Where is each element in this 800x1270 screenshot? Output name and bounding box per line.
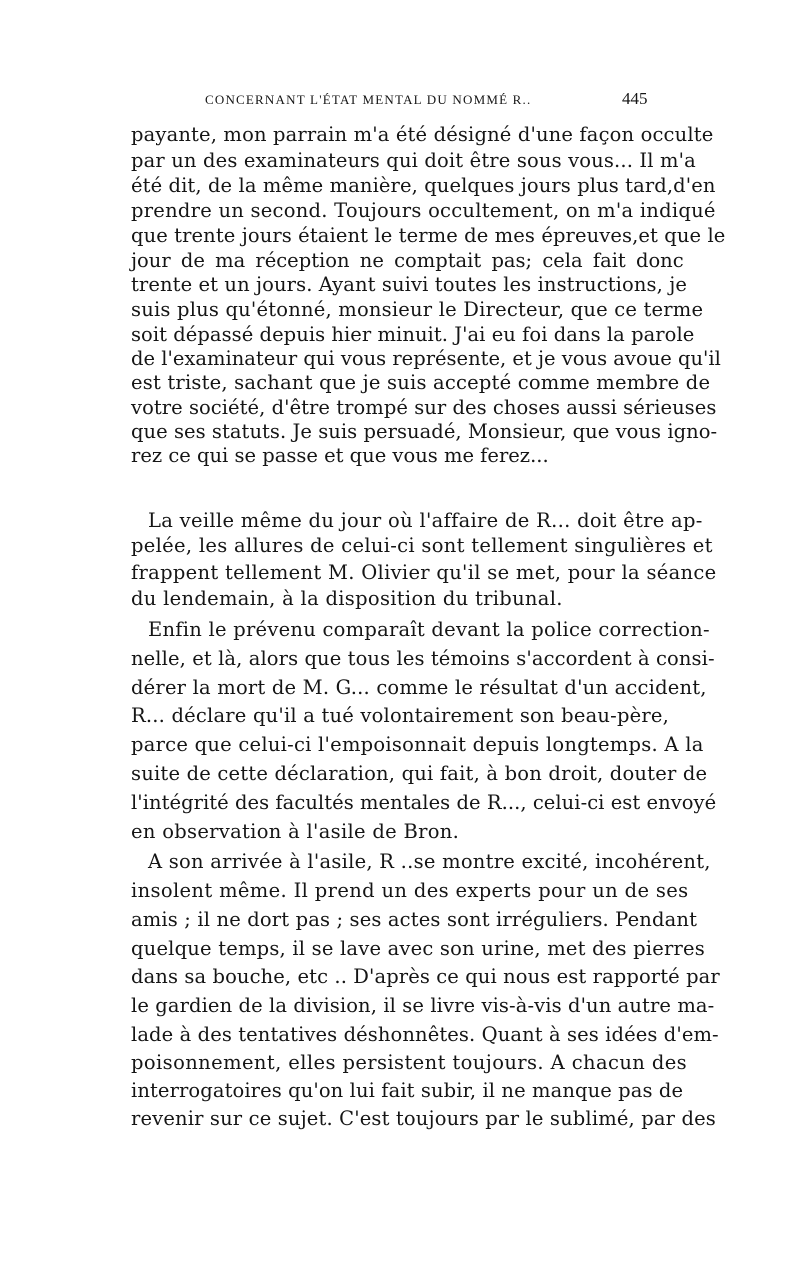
text-line: A son arrivée à l'asile, R ..se montre excité, incohérent, — [148, 850, 711, 873]
text-line: nelle, et là, alors que tous les témoins s'accordent à consi- — [131, 647, 715, 670]
text-line: dérer la mort de M. G... comme le résultat d'un accident, — [131, 676, 707, 699]
text-line: en observation à l'asile de Bron. — [131, 820, 460, 843]
text-line: votre société, d'être trompé sur des choses aussi sérieuses — [131, 396, 717, 419]
text-line: trente et un jours. Ayant suivi toutes les instructions, je — [131, 273, 687, 296]
text-line: suis plus qu'étonné, monsieur le Directeur, que ce terme — [131, 298, 704, 321]
text-line: est triste, sachant que je suis accepté comme membre de — [131, 371, 711, 394]
text-line: du lendemain, à la disposition du tribunal. — [131, 587, 563, 610]
text-line: que trente jours étaient le terme de mes épreuves,et que le — [131, 224, 726, 247]
text-line: poisonnement, elles persistent toujours. A chacun des — [131, 1051, 688, 1074]
text-line: interrogatoires qu'on lui fait subir, il ne manque pas de — [131, 1079, 684, 1102]
text-line: suite de cette déclaration, qui fait, à bon droit, douter de — [131, 762, 708, 785]
text-line: soit dépassé depuis hier minuit. J'ai eu foi dans la parole — [131, 323, 695, 346]
text-line: Enfin le prévenu comparaît devant la police correction- — [148, 618, 710, 641]
text-line: été dit, de la même manière, quelques jours plus tard,d'en — [131, 174, 716, 197]
text-line: amis ; il ne dort pas ; ses actes sont irréguliers. Pendant — [131, 908, 698, 931]
page-number: 445 — [622, 89, 648, 108]
text-line: que ses statuts. Je suis persuadé, Monsieur, que vous igno- — [131, 420, 718, 443]
text-line: insolent même. Il prend un des experts pour un de ses — [131, 879, 689, 902]
text-line: l'intégrité des facultés mentales de R..., celui-ci est envoyé — [131, 791, 717, 814]
running-title: CONCERNANT L'ÉTAT MENTAL DU NOMMÉ R.. — [205, 92, 532, 107]
text-line: dans sa bouche, etc .. D'après ce qui nous est rapporté par — [131, 965, 720, 988]
text-line: payante, mon parrain m'a été désigné d'une façon occulte — [131, 123, 714, 146]
text-line: R... déclare qu'il a tué volontairement son beau-père, — [131, 704, 670, 727]
text-line: quelque temps, il se lave avec son urine, met des pierres — [131, 937, 705, 960]
text-line: par un des examinateurs qui doit être sous vous... Il m'a — [131, 149, 696, 172]
text-line: jour de ma réception ne comptait pas; cela fait donc — [131, 249, 684, 272]
text-line: La veille même du jour où l'affaire de R... doit être ap- — [148, 509, 703, 532]
text-line: revenir sur ce sujet. C'est toujours par le sublimé, par des — [131, 1107, 716, 1130]
text-line: pelée, les allures de celui-ci sont tellement singulières et — [131, 534, 713, 557]
text-line: le gardien de la division, il se livre vis-à-vis d'un autre ma- — [131, 994, 715, 1017]
text-line: parce que celui-ci l'empoisonnait depuis longtemps. A la — [131, 733, 704, 756]
page-header — [0, 89, 800, 112]
text-line: lade à des tentatives déshonnêtes. Quant à ses idées d'em- — [131, 1023, 719, 1046]
text-line: rez ce qui se passe et que vous me ferez... — [131, 444, 549, 467]
text-line: frappent tellement M. Olivier qu'il se met, pour la séance — [131, 561, 717, 584]
text-line: prendre un second. Toujours occultement, on m'a indiqué — [131, 199, 716, 222]
text-line: de l'examinateur qui vous représente, et je vous avoue qu'il — [131, 347, 721, 370]
